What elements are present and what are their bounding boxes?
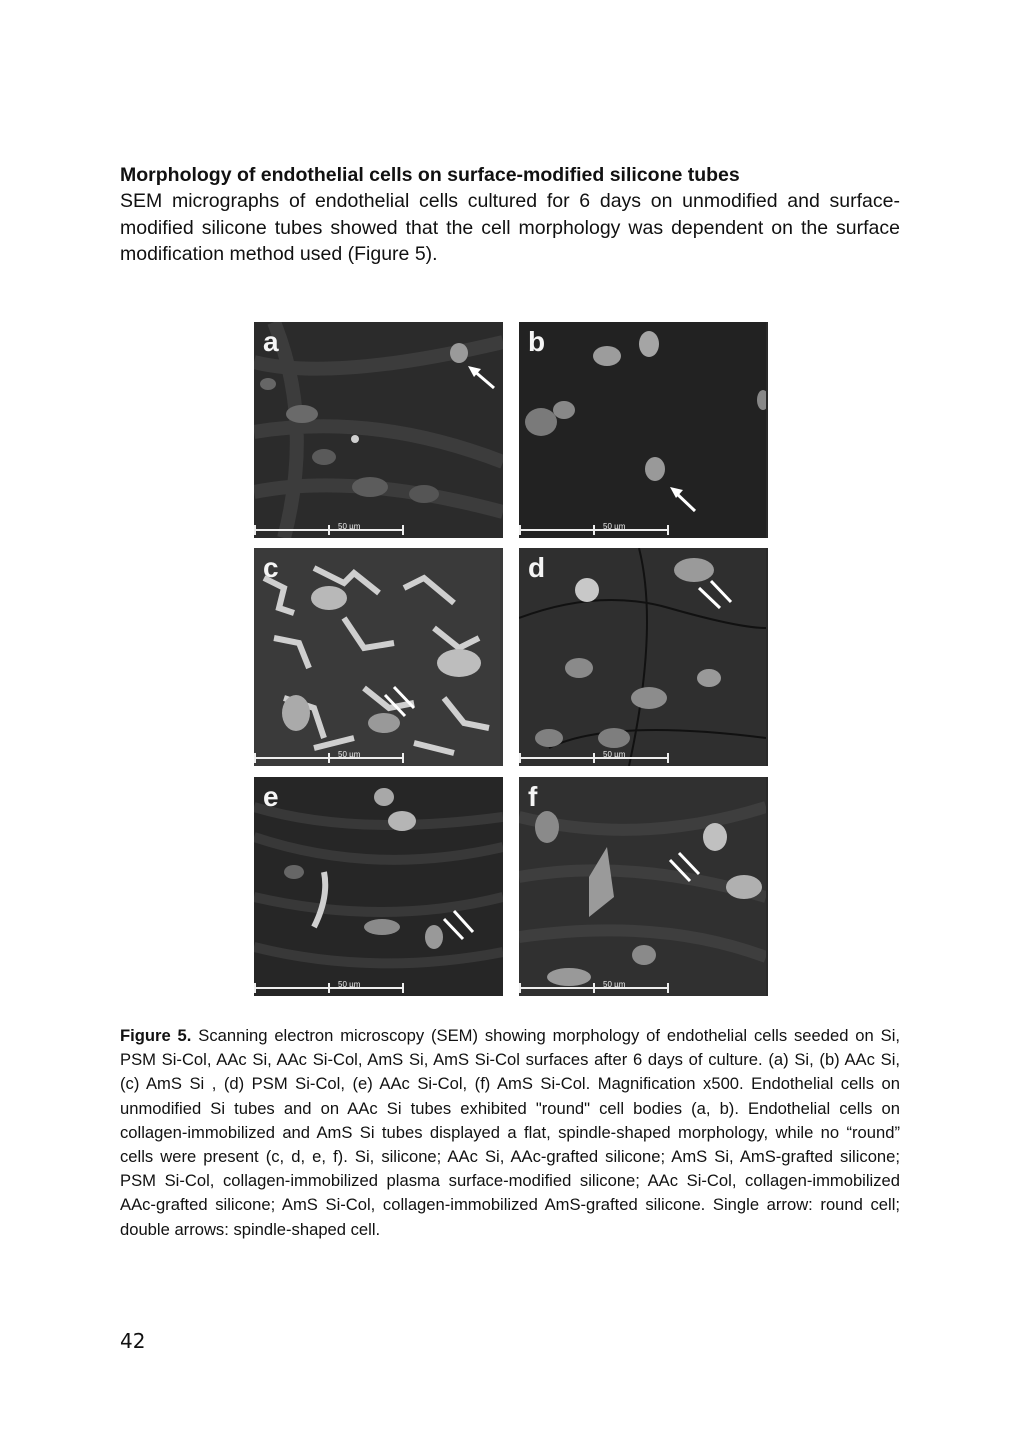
section-heading: Morphology of endothelial cells on surface-modified silicone tubes	[120, 164, 740, 186]
scale-bar	[254, 980, 404, 993]
scale-bar	[519, 522, 669, 535]
figure-5	[254, 322, 766, 996]
scale-bar-label: 50 µm	[338, 522, 361, 531]
panel-label: a	[263, 326, 279, 357]
figure-caption	[120, 1024, 900, 1242]
panel-label: e	[263, 781, 279, 812]
panel-label: d	[528, 552, 546, 583]
sem-panel-c	[254, 548, 503, 766]
sem-panel-f	[519, 777, 768, 996]
scale-bar	[254, 750, 404, 763]
panel-label: f	[528, 781, 538, 812]
scale-bar-label: 50 µm	[603, 750, 626, 759]
sem-panel-b	[519, 322, 768, 538]
sem-panel-a	[254, 322, 503, 538]
scale-bar	[254, 522, 404, 535]
scale-bar-label: 50 µm	[603, 980, 626, 989]
section	[120, 162, 900, 268]
sem-panel-d	[519, 548, 768, 766]
caption-text: Scanning electron microscopy (SEM) showing morphology of endothelial cells seeded on Si, PSM Si-Col, AAc Si, AAc Si-Col, AmS Si, AmS Si-Col surfaces after 6 days of culture. (a) Si, (b) AAc Si, (c) AmS Si , (d) PSM Si-Col, (e) AAc Si-Col, (f) AmS Si-Col. Magnification x500. Endothelial cells on unmodified Si tubes and on AAc Si tubes exhibited "round" cell bodies (a, b). Endothelial cells on collagen-immobilized and AmS Si tubes displayed a flat, spindle-shaped morphology, while no “round” cells were present (c, d, e, f). Si, silicone; AAc Si, AAc-grafted silicone; AmS Si, AmS-grafted silicone; PSM Si-Col, collagen-immobilized plasma surface-modified silicone; AAc Si-Col, collagen-immobilized AAc-grafted silicone; AmS Si-Col, collagen-immobilized AmS-grafted silicone. Single arrow: round cell; double arrows: spindle-shaped cell.	[120, 1026, 900, 1239]
page-number: 42	[120, 1329, 146, 1353]
scale-bar-label: 50 µm	[338, 750, 361, 759]
section-body: SEM micrographs of endothelial cells cultured for 6 days on unmodified and surface-modified silicone tubes showed that the cell morphology was dependent on the surface modification method used (Figure 5).	[120, 190, 900, 265]
scale-bar	[519, 980, 669, 993]
scale-bar	[519, 750, 669, 763]
caption-label: Figure 5.	[120, 1026, 192, 1045]
scale-bar-label: 50 µm	[603, 522, 626, 531]
sem-panel-e	[254, 777, 503, 996]
panel-label: b	[528, 326, 546, 357]
panel-label: c	[263, 552, 279, 583]
scale-bar-label: 50 µm	[338, 980, 361, 989]
